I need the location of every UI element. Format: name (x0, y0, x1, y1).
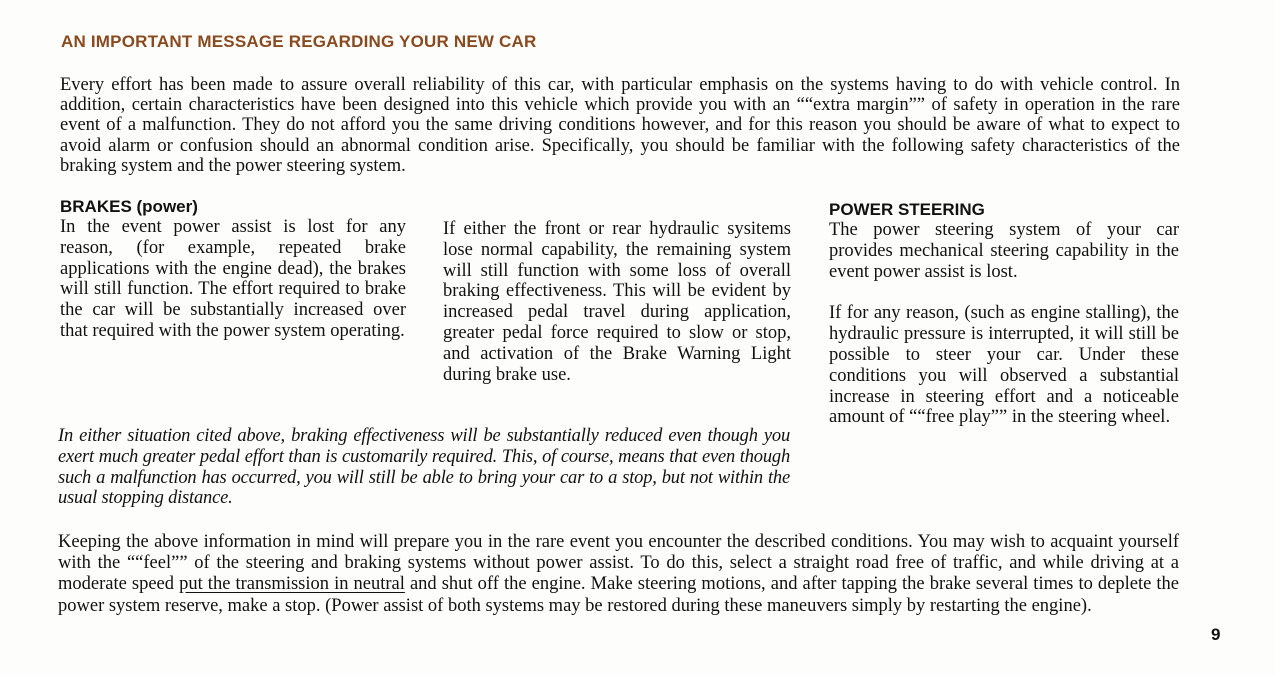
closing-text-end: and shut off the engine. Make steering motions, and after tapping the brake several times to deplete the power system reserve, make a stop. (Power assist of both systems may be restored during these maneuvers simply by restarting the engine). (58, 574, 1179, 616)
closing-paragraph (58, 532, 1179, 617)
brakes-title: BRAKES (power) (60, 197, 198, 216)
power-steering-paragraph-2: If for any reason, (such as engine stalling), the hydraulic pressure is interrupted, it will still be possible to steer your car. Under these conditions you will observed a substantial increase in steering effort and a noticeable amount of ““free play”” in the steering wheel. (829, 303, 1179, 428)
paragraph-spacer (829, 282, 1179, 303)
power-steering-title: POWER STEERING (829, 200, 985, 219)
underlined-instruction: put the transmission in neutral (179, 574, 405, 595)
page-number: 9 (1211, 625, 1221, 644)
closing-text-start: Keeping the above information in mind will prepare you in the rare event you encounter the described conditions. You may wish to acquaint yourself with the ““feel”” of the steering and braking systems without power assist. To do this, select a straight road free of traffic, and while driving at a moderate speed (58, 532, 1179, 595)
page-heading: AN IMPORTANT MESSAGE REGARDING YOUR NEW CAR (61, 32, 537, 51)
brakes-italic-note: In either situation cited above, braking effectiveness will be substantially reduced even though you exert much greater pedal effort than is customarily required. This, of course, means that even though such a malfunction has occurred, you will still be able to bring your car to a stop, but not within the usual stopping distance. (58, 426, 790, 509)
brakes-section (60, 197, 406, 342)
brakes-paragraph-hydraulic: If either the front or rear hydraulic sysitems lose normal capability, the remaining system will still function with some loss of overall braking effectiveness. This will be evident by increased pedal travel during application, greater pedal force required to slow or stop, and activation of the Brake Warning Light during brake use. (443, 219, 791, 385)
power-steering-paragraph-1: The power steering system of your car provides mechanical steering capability in the event power assist is lost. (829, 220, 1179, 282)
brakes-paragraph-power-assist: In the event power assist is lost for any reason, (for example, repeated brake applications with the engine dead), the brakes will still function. The effort required to brake the car will be substantially increased over that required with the power system operating. (60, 217, 406, 341)
brakes-hydraulic-section (443, 219, 791, 385)
power-steering-section (829, 200, 1179, 428)
intro-paragraph: Every effort has been made to assure overall reliability of this car, with particular emphasis on the systems having to do with vehicle control. In addition, certain characteristics have been designed into this vehicle which provide you with an ““extra margin”” of safety in operation in the rare event of a malfunction. They do not afford you the same driving conditions however, and for this reason you should be aware of what to expect to avoid alarm or confusion should an abnormal condition arise. Specifically, you should be familiar with the following safety characteristics of the braking system and the power steering system. (60, 75, 1180, 176)
